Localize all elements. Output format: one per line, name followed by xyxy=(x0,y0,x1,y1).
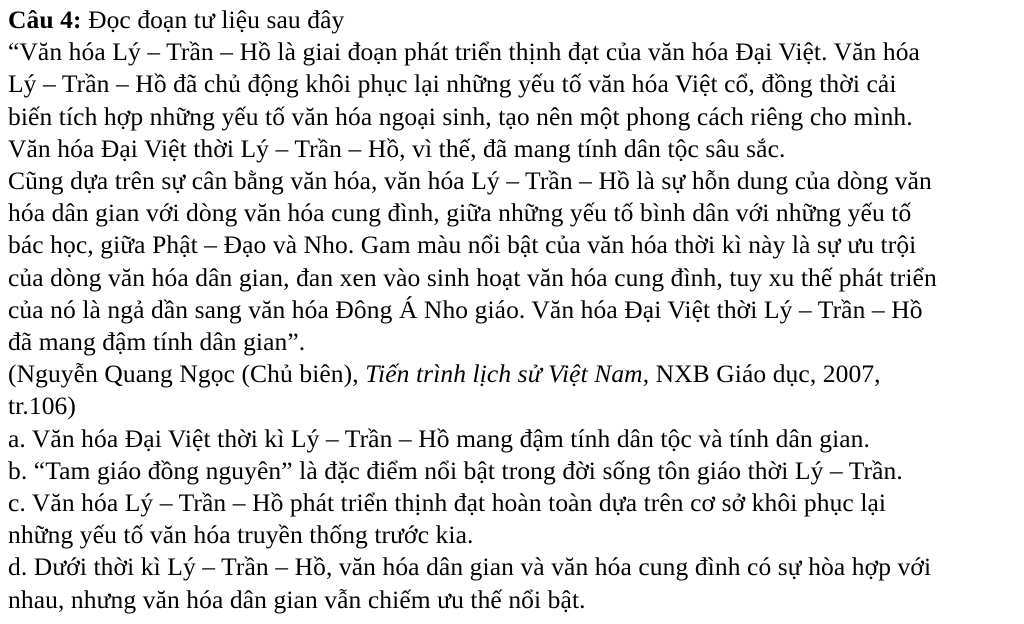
passage-block xyxy=(8,36,1016,358)
option-c-line: c. Văn hóa Lý – Trần – Hồ phát triển thịnh đạt hoàn toàn dựa trên cơ sở khôi phục lại xyxy=(8,488,887,518)
option-d-line: nhau, nhưng văn hóa dân gian vẫn chiếm ưu thế nổi bật. xyxy=(8,584,586,614)
passage-line: biến tích hợp những yếu tố văn hóa ngoại sinh, tạo nên một phong cách riêng cho mình. xyxy=(8,101,913,131)
passage-line: bác học, giữa Phật – Đạo và Nho. Gam màu nổi bật của văn hóa thời kì này là sự ưu trội xyxy=(8,230,917,260)
source-line-2: tr.106) xyxy=(8,391,76,421)
question-heading xyxy=(8,4,1016,36)
option-d[interactable] xyxy=(8,551,1016,615)
option-a[interactable] xyxy=(8,423,1016,455)
passage-line: Lý – Trần – Hồ đã chủ động khôi phục lại những yếu tố văn hóa Việt cổ, đồng thời cải xyxy=(8,69,897,99)
question-prompt: Đọc đoạn tư liệu sau đây xyxy=(88,5,345,34)
passage-line: của dòng văn hóa dân gian, đan xen vào sinh hoạt văn hóa cung đình, tuy xu thế phát triển xyxy=(8,262,937,292)
option-c[interactable] xyxy=(8,487,1016,551)
passage-line: “Văn hóa Lý – Trần – Hồ là giai đoạn phát triển thịnh đạt của văn hóa Đại Việt. Văn hóa xyxy=(8,37,920,67)
question-label: Câu 4: xyxy=(8,5,82,34)
option-a-line: a. Văn hóa Đại Việt thời kì Lý – Trần – Hồ mang đậm tính dân tộc và tính dân gian. xyxy=(8,423,871,453)
source-prefix: (Nguyễn Quang Ngọc (Chủ biên), xyxy=(8,359,366,389)
option-b[interactable] xyxy=(8,455,1016,487)
option-d-line: d. Dưới thời kì Lý – Trần – Hồ, văn hóa dân gian và văn hóa cung đình có sự hòa hợp với xyxy=(8,552,932,582)
source-suffix: , NXB Giáo dục, 2007, xyxy=(642,359,881,389)
passage-line: Cũng dựa trên sự cân bằng văn hóa, văn hóa Lý – Trần – Hồ là sự hỗn dung của dòng văn xyxy=(8,166,932,196)
answer-options xyxy=(8,423,1016,616)
option-c-line: những yếu tố văn hóa truyền thống trước kia. xyxy=(8,520,474,550)
source-title: Tiến trình lịch sử Việt Nam xyxy=(365,359,643,389)
passage-line: hóa dân gian với dòng văn hóa cung đình, giữa những yếu tố bình dân với những yếu tố xyxy=(8,198,912,228)
option-b-line: b. “Tam giáo đồng nguyên” là đặc điểm nổi bật trong đời sống tôn giáo thời Lý – Trần. xyxy=(8,455,903,485)
passage-line: đã mang đậm tính dân gian”. xyxy=(8,327,306,357)
passage-line: Văn hóa Đại Việt thời Lý – Trần – Hồ, vì thế, đã mang tính dân tộc sâu sắc. xyxy=(8,133,786,163)
passage-line: của nó là ngả dần sang văn hóa Đông Á Nho giáo. Văn hóa Đại Việt thời Lý – Trần – Hồ xyxy=(8,294,923,324)
source-citation xyxy=(8,358,1016,422)
source-line-1 xyxy=(8,358,1016,390)
